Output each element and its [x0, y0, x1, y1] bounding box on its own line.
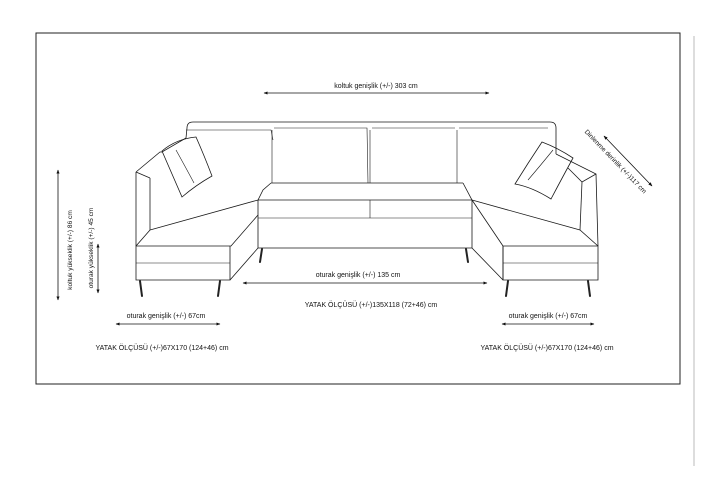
label-seat-height: koltuk yükseklik (+/-) 86 cm: [67, 210, 74, 290]
label-seat-width-top: koltuk genişlik (+/-) 303 cm: [334, 83, 418, 90]
label-right-sitting-width: oturak genişlik (+/-) 67cm: [508, 313, 588, 320]
label-left-sitting-width: oturak genişlik (+/-) 67cm: [126, 313, 206, 320]
label-right-bed-size: YATAK ÖLÇÜSÜ (+/-)67X170 (124+46) cm: [480, 345, 614, 352]
label-center-bed-size: YATAK ÖLÇÜSÜ (+/-)135X118 (72+46) cm: [304, 302, 438, 309]
label-rest-depth: Dinlenme derinlik (+/-)117 cm: [582, 128, 648, 196]
label-center-sitting-width: oturak genişlik (+/-) 135 cm: [315, 272, 401, 279]
label-left-bed-size: YATAK ÖLÇÜSÜ (+/-)67X170 (124+46) cm: [95, 345, 229, 352]
label-sitting-height: oturak yükseklik (+/-) 45 cm: [88, 207, 95, 289]
sofa-outline: [136, 122, 598, 296]
